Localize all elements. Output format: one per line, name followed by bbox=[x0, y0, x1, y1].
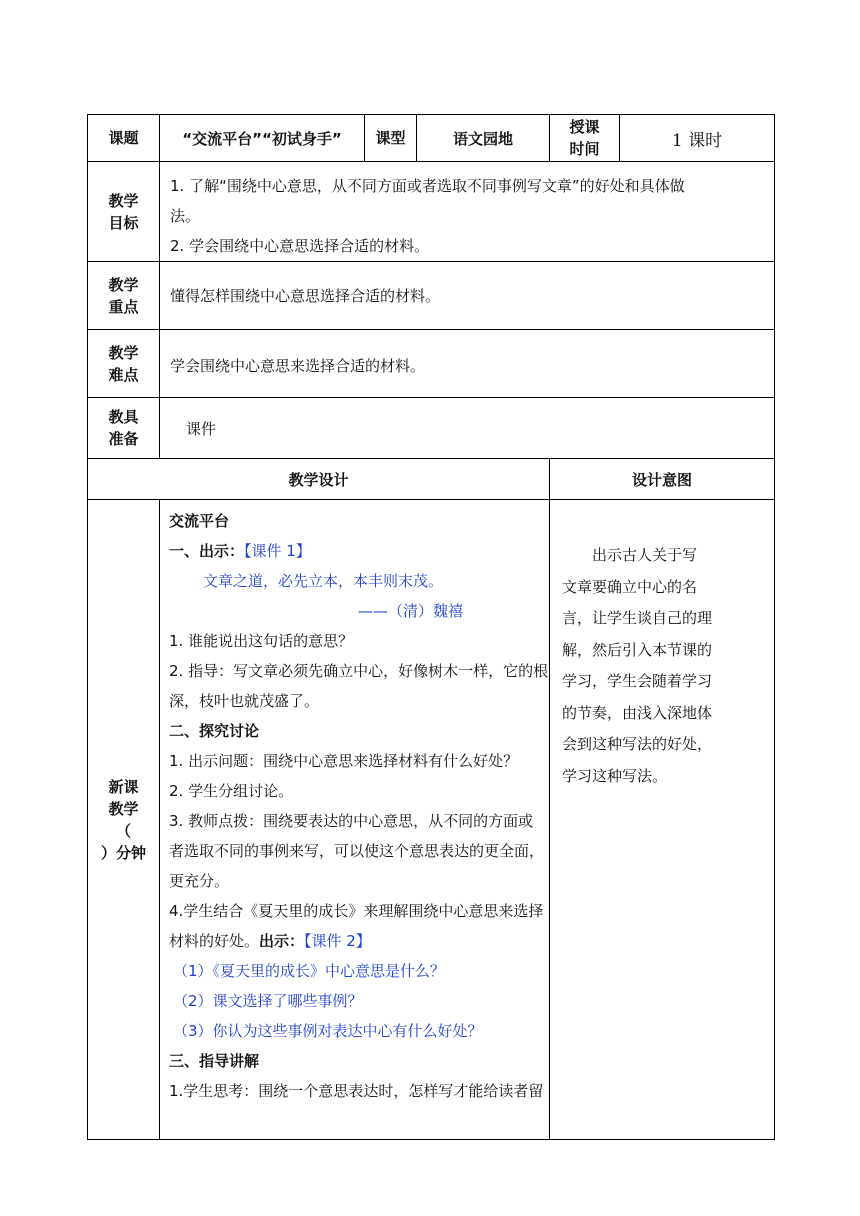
design-content bbox=[160, 500, 550, 1140]
hours-label-line-2: 时间 bbox=[569, 140, 600, 158]
question-1: 1. 谁能说出这句话的意思？ bbox=[169, 632, 354, 650]
guide-line-1: 2. 指导：写文章必须先确立中心，好像树木一样，它的根 bbox=[169, 662, 549, 680]
goals-row bbox=[88, 162, 775, 262]
part1-line: 一、出示：【课件 1】 bbox=[169, 542, 311, 560]
sub-question-3: （3）你认为这些事例对表达中心有什么好处？ bbox=[173, 1022, 483, 1040]
lesson-plan-table bbox=[87, 114, 775, 1140]
sub-question-2: （2）课文选择了哪些事例？ bbox=[173, 992, 363, 1010]
topic-value: “交流平台”“初试身手” bbox=[160, 115, 365, 162]
discuss-4a: 4.学生结合《夏天里的成长》来理解围绕中心意思来选择 bbox=[169, 902, 544, 920]
discuss-3a: 3. 教师点拨：围绕要表达的中心意思，从不同的方面或 bbox=[169, 812, 534, 830]
part3-title: 三、指导讲解 bbox=[169, 1052, 260, 1070]
courseware-1-ref: 【课件 1】 bbox=[244, 542, 311, 560]
tools-label: 教具 准备 bbox=[88, 398, 160, 459]
goals-content bbox=[160, 162, 775, 262]
design-column-header: 教学设计 bbox=[88, 459, 550, 500]
content-heading: 交流平台 bbox=[169, 512, 230, 530]
goals-label: 教学 目标 bbox=[88, 162, 160, 262]
type-label: 课型 bbox=[365, 115, 417, 162]
hours-label bbox=[550, 115, 620, 162]
guide-think-1: 1.学生思考：围绕一个意思表达时，怎样写才能给读者留 bbox=[169, 1082, 544, 1100]
goal-line-2: 法。 bbox=[170, 207, 201, 225]
section-label: 新课 教学 （ ）分钟 bbox=[88, 500, 160, 1140]
focus-row bbox=[88, 262, 775, 330]
hours-value: 1 课时 bbox=[620, 115, 775, 162]
type-value: 语文园地 bbox=[417, 115, 550, 162]
content-row bbox=[88, 500, 775, 1140]
difficulty-label: 教学 难点 bbox=[88, 330, 160, 398]
sub-question-1: （1）《夏天里的成长》中心意思是什么？ bbox=[173, 962, 446, 980]
tools-row bbox=[88, 398, 775, 459]
hours-label-line-1: 授课 bbox=[569, 118, 600, 136]
focus-content: 懂得怎样围绕中心意思选择合适的材料。 bbox=[160, 262, 775, 330]
intent-column-header: 设计意图 bbox=[550, 459, 775, 500]
header-row bbox=[88, 115, 775, 162]
difficulty-content: 学会围绕中心意思来选择合适的材料。 bbox=[160, 330, 775, 398]
goal-line-1: 1. 了解“围绕中心意思，从不同方面或者选取不同事例写文章”的好处和具体做 bbox=[170, 177, 685, 195]
goal-line-3: 2. 学会围绕中心意思选择合适的材料。 bbox=[170, 237, 430, 255]
intent-content: 出示古人关于写 文章要确立中心的名 言，让学生谈自己的理 解，然后引入本节课的 学习，学生会随着学习 的节奏，由浅入深地体 会到这种写法的好处， 学习这种写法。 bbox=[550, 500, 775, 1140]
courseware-2-ref: 【课件 2】 bbox=[304, 932, 371, 950]
quote: 文章之道，必先立本，本丰则末茂。 bbox=[203, 572, 444, 590]
focus-label: 教学 重点 bbox=[88, 262, 160, 330]
tools-content: 课件 bbox=[160, 398, 775, 459]
discuss-4b: 材料的好处。出示：【课件 2】 bbox=[169, 932, 371, 950]
guide-line-2: 深，枝叶也就茂盛了。 bbox=[169, 692, 320, 710]
discuss-2: 2. 学生分组讨论。 bbox=[169, 782, 294, 800]
topic-label: 课题 bbox=[88, 115, 160, 162]
quote-source: ——（清）魏禧 bbox=[357, 602, 463, 620]
discuss-1: 1. 出示问题：围绕中心意思来选择材料有什么好处？ bbox=[169, 752, 519, 770]
discuss-3c: 更充分。 bbox=[169, 872, 230, 890]
design-header-row bbox=[88, 459, 775, 500]
difficulty-row bbox=[88, 330, 775, 398]
discuss-3b: 者选取不同的事例来写，可以使这个意思表达的更全面， bbox=[169, 842, 545, 860]
part2-title: 二、探究讨论 bbox=[169, 722, 260, 740]
